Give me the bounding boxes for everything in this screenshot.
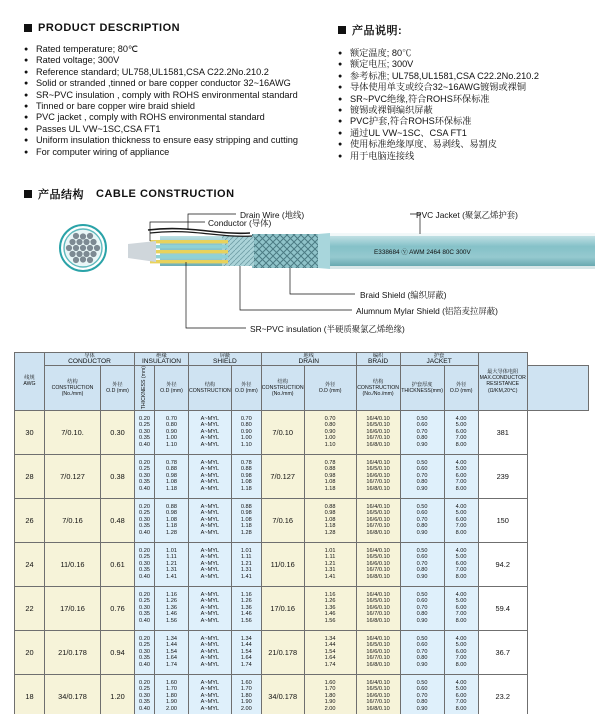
cell-drain-od: 1.34 1.44 1.54 1.64 1.74	[304, 630, 356, 674]
cell-shield-od: 0.70 0.80 0.90 1.00 1.10	[231, 410, 261, 454]
cell-conductor-construction: 7/0.16	[45, 498, 101, 542]
product-description-en-block	[24, 22, 304, 158]
list-item: ● Rated temperature; 80℃	[24, 44, 304, 55]
list-item: ● 额定温度; 80℃	[338, 48, 588, 59]
cell-insulation-thickness: 0.20 0.25 0.30 0.35 0.40	[135, 542, 155, 586]
label-insulation: SR~PVC insulation (半硬质聚氯乙烯绝缘)	[250, 324, 405, 334]
header-group-conductor: 导体 CONDUCTOR	[45, 353, 135, 366]
cell-drain-construction: 7/0.127	[261, 454, 304, 498]
header-insulation-od: 外径 O.D (mm)	[155, 366, 189, 410]
construction-title-en: CABLE CONSTRUCTION	[96, 188, 235, 200]
list-item: ● 镀锡或裸铜编织屏蔽	[338, 105, 588, 116]
cell-drain-od: 1.16 1.26 1.36 1.46 1.56	[304, 586, 356, 630]
cell-conductor-construction: 21/0.178	[45, 630, 101, 674]
cell-conductor-od: 1.20	[101, 674, 135, 714]
cable-construction-diagram	[0, 200, 603, 345]
cell-jacket-thickness: 0.50 0.60 0.70 0.80 0.90	[400, 454, 444, 498]
cell-jacket-od: 4.00 5.00 6.00 7.00 8.00	[444, 542, 478, 586]
cell-shield-od: 0.78 0.88 0.98 1.08 1.18	[231, 454, 261, 498]
cell-awg: 26	[15, 498, 45, 542]
cell-shield-construction: A~MYL A~MYL A~MYL A~MYL A~MYL	[189, 674, 232, 714]
header-group-braid: 编织 BRAID	[356, 353, 400, 366]
list-item: ● Passes UL VW~1SC,CSA FT1	[24, 124, 304, 135]
cell-shield-construction: A~MYL A~MYL A~MYL A~MYL A~MYL	[189, 630, 232, 674]
list-item: ● Solid or stranded ,tinned or bare copper conductor 32~16AWG	[24, 78, 304, 89]
cell-drain-od: 1.01 1.11 1.21 1.31 1.41	[304, 542, 356, 586]
cell-jacket-thickness: 0.50 0.60 0.70 0.80 0.90	[400, 498, 444, 542]
square-bullet-icon	[24, 24, 32, 32]
header-group-insulation: 绝缘 INSULATION	[135, 353, 189, 366]
cell-shield-od: 1.16 1.26 1.36 1.46 1.56	[231, 586, 261, 630]
cell-jacket-thickness: 0.50 0.60 0.70 0.80 0.90	[400, 630, 444, 674]
header-group-drain: 地线 DRAIN	[261, 353, 356, 366]
square-bullet-icon	[24, 190, 32, 198]
header-spacer	[527, 366, 588, 410]
cell-insulation-od: 1.01 1.11 1.21 1.31 1.41	[155, 542, 189, 586]
header-jacket-thickness: 护套厚度 THICKNESS(mm)	[400, 366, 444, 410]
cell-drain-construction: 17/0.16	[261, 586, 304, 630]
cell-conductor-od: 0.48	[101, 498, 135, 542]
cell-insulation-od: 1.16 1.26 1.36 1.46 1.56	[155, 586, 189, 630]
cell-jacket-thickness: 0.50 0.60 0.70 0.80 0.90	[400, 674, 444, 714]
table-row	[15, 410, 589, 454]
product-description-cn-block	[338, 22, 588, 162]
label-drain-wire: Drain Wire (地线)	[240, 210, 305, 220]
product-description-title-cn: 产品说明:	[352, 25, 403, 37]
cell-jacket-od: 4.00 5.00 6.00 7.00 8.00	[444, 454, 478, 498]
cell-insulation-od: 0.88 0.98 1.08 1.18 1.28	[155, 498, 189, 542]
table-row	[15, 454, 589, 498]
header-drain-construction: 结构 CONSTRUCTION (No./mm)	[261, 366, 304, 410]
label-jacket: PVC Jacket (聚氯乙烯护套)	[416, 210, 518, 220]
specification-table	[14, 352, 589, 714]
label-mylar-shield: Alumnum Mylar Shield (铝箔麦拉屏蔽)	[356, 306, 498, 316]
list-item: ● For computer wiring of appliance	[24, 147, 304, 158]
cell-braid-construction: 16/4/0.10 16/5/0.10 16/6/0.10 16/7/0.10 16/8/0.10	[356, 498, 400, 542]
cell-drain-construction: 34/0.178	[261, 674, 304, 714]
cell-conductor-construction: 7/0.127	[45, 454, 101, 498]
cell-drain-construction: 21/0.178	[261, 630, 304, 674]
cell-insulation-od: 1.60 1.70 1.80 1.90 2.00	[155, 674, 189, 714]
cell-shield-construction: A~MYL A~MYL A~MYL A~MYL A~MYL	[189, 454, 232, 498]
cell-drain-construction: 7/0.16	[261, 498, 304, 542]
description-list-cn	[338, 48, 588, 162]
cell-braid-construction: 16/4/0.10 16/5/0.10 16/6/0.10 16/7/0.10 16/8/0.10	[356, 410, 400, 454]
cell-braid-construction: 16/4/0.10 16/5/0.10 16/6/0.10 16/7/0.10 16/8/0.10	[356, 542, 400, 586]
header-group-jacket: 护套 JACKET	[400, 353, 478, 366]
cell-braid-construction: 16/4/0.10 16/5/0.10 16/6/0.10 16/7/0.10 16/8/0.10	[356, 586, 400, 630]
cell-jacket-od: 4.00 5.00 6.00 7.00 8.00	[444, 410, 478, 454]
cell-shield-od: 1.34 1.44 1.54 1.64 1.74	[231, 630, 261, 674]
cell-conductor-od: 0.38	[101, 454, 135, 498]
cell-insulation-od: 0.70 0.80 0.90 1.00 1.10	[155, 410, 189, 454]
cell-drain-od: 0.78 0.88 0.98 1.08 1.18	[304, 454, 356, 498]
cell-insulation-thickness: 0.20 0.25 0.30 0.35 0.40	[135, 410, 155, 454]
header-jacket-od: 外径 O.D (mm)	[444, 366, 478, 410]
cell-shield-construction: A~MYL A~MYL A~MYL A~MYL A~MYL	[189, 498, 232, 542]
description-list-en	[24, 44, 304, 158]
table-row	[15, 674, 589, 714]
list-item: ● 通过UL VW~1SC、CSA FT1	[338, 128, 588, 139]
table-row	[15, 586, 589, 630]
cell-conductor-construction: 11/0.16	[45, 542, 101, 586]
cell-jacket-od: 4.00 5.00 6.00 7.00 8.00	[444, 498, 478, 542]
product-description-heading-cn	[338, 22, 588, 38]
cell-resistance: 381	[478, 410, 527, 454]
cell-jacket-od: 4.00 5.00 6.00 7.00 8.00	[444, 586, 478, 630]
product-description-heading	[24, 22, 304, 34]
header-conductor-od: 外径 O.D (mm)	[101, 366, 135, 410]
table-row	[15, 630, 589, 674]
list-item: ● Reference standard; UL758,UL1581,CSA C22.2No.210.2	[24, 67, 304, 78]
header-group-shield: 屏蔽 SHIELD	[189, 353, 262, 366]
cell-conductor-od: 0.30	[101, 410, 135, 454]
cell-resistance: 59.4	[478, 586, 527, 630]
cell-resistance: 36.7	[478, 630, 527, 674]
cell-insulation-thickness: 0.20 0.25 0.30 0.35 0.40	[135, 674, 155, 714]
cell-braid-construction: 16/4/0.10 16/5/0.10 16/6/0.10 16/7/0.10 16/8/0.10	[356, 454, 400, 498]
cell-drain-construction: 11/0.16	[261, 542, 304, 586]
product-description-title: PRODUCT DESCRIPTION	[38, 22, 181, 34]
header-shield-construction: 结构 CONSTRUCTION	[189, 366, 232, 410]
label-conductor: Conductor (导体)	[208, 218, 272, 228]
list-item: ● 导体使用单支或绞合32~16AWG镀锡或裸铜	[338, 82, 588, 93]
header-awg: 线规 AWG	[15, 353, 45, 411]
cell-conductor-od: 0.61	[101, 542, 135, 586]
cell-shield-construction: A~MYL A~MYL A~MYL A~MYL A~MYL	[189, 586, 232, 630]
cell-drain-od: 1.60 1.70 1.80 1.90 2.00	[304, 674, 356, 714]
square-bullet-icon	[338, 26, 346, 34]
table-row	[15, 498, 589, 542]
header-drain-od: 外径 O.D (mm)	[304, 366, 356, 410]
header-resistance: 最大导体电阻 MAX.CONDUCTOR RESISTANCE (Ω/KM,20℃)	[478, 353, 527, 411]
cell-insulation-thickness: 0.20 0.25 0.30 0.35 0.40	[135, 586, 155, 630]
cell-conductor-od: 0.76	[101, 586, 135, 630]
header-conductor-construction: 结构 CONSTRUCTION (No./mm)	[45, 366, 101, 410]
list-item: ● Uniform insulation thickness to ensure easy stripping and cutting	[24, 135, 304, 146]
cell-drain-construction: 7/0.10	[261, 410, 304, 454]
list-item: ● Rated voltage; 300V	[24, 55, 304, 66]
list-item: ● 使用标准绝缘厚度、易剥线、易割皮	[338, 139, 588, 150]
cell-shield-od: 1.60 1.70 1.80 1.90 2.00	[231, 674, 261, 714]
cell-conductor-construction: 7/0.10.	[45, 410, 101, 454]
cable-conductor-tip	[128, 241, 156, 262]
cell-conductor-construction: 17/0.16	[45, 586, 101, 630]
construction-title-cn: 产品结构	[38, 189, 84, 201]
header-braid-construction: 结构 CONSTRUCTION (No./No./mm)	[356, 366, 400, 410]
label-braid-shield: Braid Shield (编织屏蔽)	[360, 290, 447, 300]
list-item: ● 用于电脑连接线	[338, 151, 588, 162]
list-item: ● PVC护套,符合ROHS环保标准	[338, 116, 588, 127]
list-item: ● SR~PVC insulation , comply with ROHS environmental standard	[24, 90, 304, 101]
cable-braid-section	[252, 234, 318, 268]
cell-jacket-od: 4.00 5.00 6.00 7.00 8.00	[444, 630, 478, 674]
cell-drain-od: 0.88 0.98 1.08 1.18 1.28	[304, 498, 356, 542]
cell-awg: 22	[15, 586, 45, 630]
cell-awg: 20	[15, 630, 45, 674]
cell-awg: 24	[15, 542, 45, 586]
list-item: ● PVC jacket , comply with ROHS environmental standard	[24, 112, 304, 123]
cell-jacket-od: 4.00 5.00 6.00 7.00 8.00	[444, 674, 478, 714]
cell-braid-construction: 16/4/0.10 16/5/0.10 16/6/0.10 16/7/0.10 16/8/0.10	[356, 630, 400, 674]
cell-jacket-thickness: 0.50 0.60 0.70 0.80 0.90	[400, 542, 444, 586]
list-item: ● Tinned or bare copper wire braid shield	[24, 101, 304, 112]
cell-insulation-thickness: 0.20 0.25 0.30 0.35 0.40	[135, 498, 155, 542]
list-item: ● 额定电压; 300V	[338, 59, 588, 70]
table-body	[15, 410, 589, 714]
cell-jacket-thickness: 0.50 0.60 0.70 0.80 0.90	[400, 410, 444, 454]
cell-resistance: 239	[478, 454, 527, 498]
cell-braid-construction: 16/4/0.10 16/5/0.10 16/6/0.10 16/7/0.10 16/8/0.10	[356, 674, 400, 714]
cell-shield-construction: A~MYL A~MYL A~MYL A~MYL A~MYL	[189, 410, 232, 454]
cell-resistance: 94.2	[478, 542, 527, 586]
cell-insulation-thickness: 0.20 0.25 0.30 0.35 0.40	[135, 454, 155, 498]
cell-conductor-construction: 34/0.178	[45, 674, 101, 714]
list-item: ● 参考标准; UL758,UL1581,CSA C22.2No.210.2	[338, 71, 588, 82]
table-row	[15, 542, 589, 586]
cell-resistance: 150	[478, 498, 527, 542]
cell-conductor-od: 0.94	[101, 630, 135, 674]
cell-insulation-od: 1.34 1.44 1.54 1.64 1.74	[155, 630, 189, 674]
header-insulation-thickness: THICKNESS (mm)	[135, 366, 155, 410]
header-shield-od: 外径 O.D (mm)	[231, 366, 261, 410]
cell-awg: 28	[15, 454, 45, 498]
cell-awg: 18	[15, 674, 45, 714]
cell-insulation-thickness: 0.20 0.25 0.30 0.35 0.40	[135, 630, 155, 674]
cell-drain-od: 0.70 0.80 0.90 1.00 1.10	[304, 410, 356, 454]
cell-resistance: 23.2	[478, 674, 527, 714]
cell-awg: 30	[15, 410, 45, 454]
cell-jacket-thickness: 0.50 0.60 0.70 0.80 0.90	[400, 586, 444, 630]
cable-print-text: E338684 Ⓥ AWM 2464 80C 300V	[374, 249, 471, 256]
cell-insulation-od: 0.78 0.88 0.98 1.08 1.18	[155, 454, 189, 498]
cell-shield-od: 0.88 0.98 1.08 1.18 1.28	[231, 498, 261, 542]
cell-shield-od: 1.01 1.11 1.21 1.31 1.41	[231, 542, 261, 586]
list-item: ● SR~PVC绝缘,符合ROHS环保标准	[338, 94, 588, 105]
cell-shield-construction: A~MYL A~MYL A~MYL A~MYL A~MYL	[189, 542, 232, 586]
table-header-groups	[15, 353, 589, 366]
